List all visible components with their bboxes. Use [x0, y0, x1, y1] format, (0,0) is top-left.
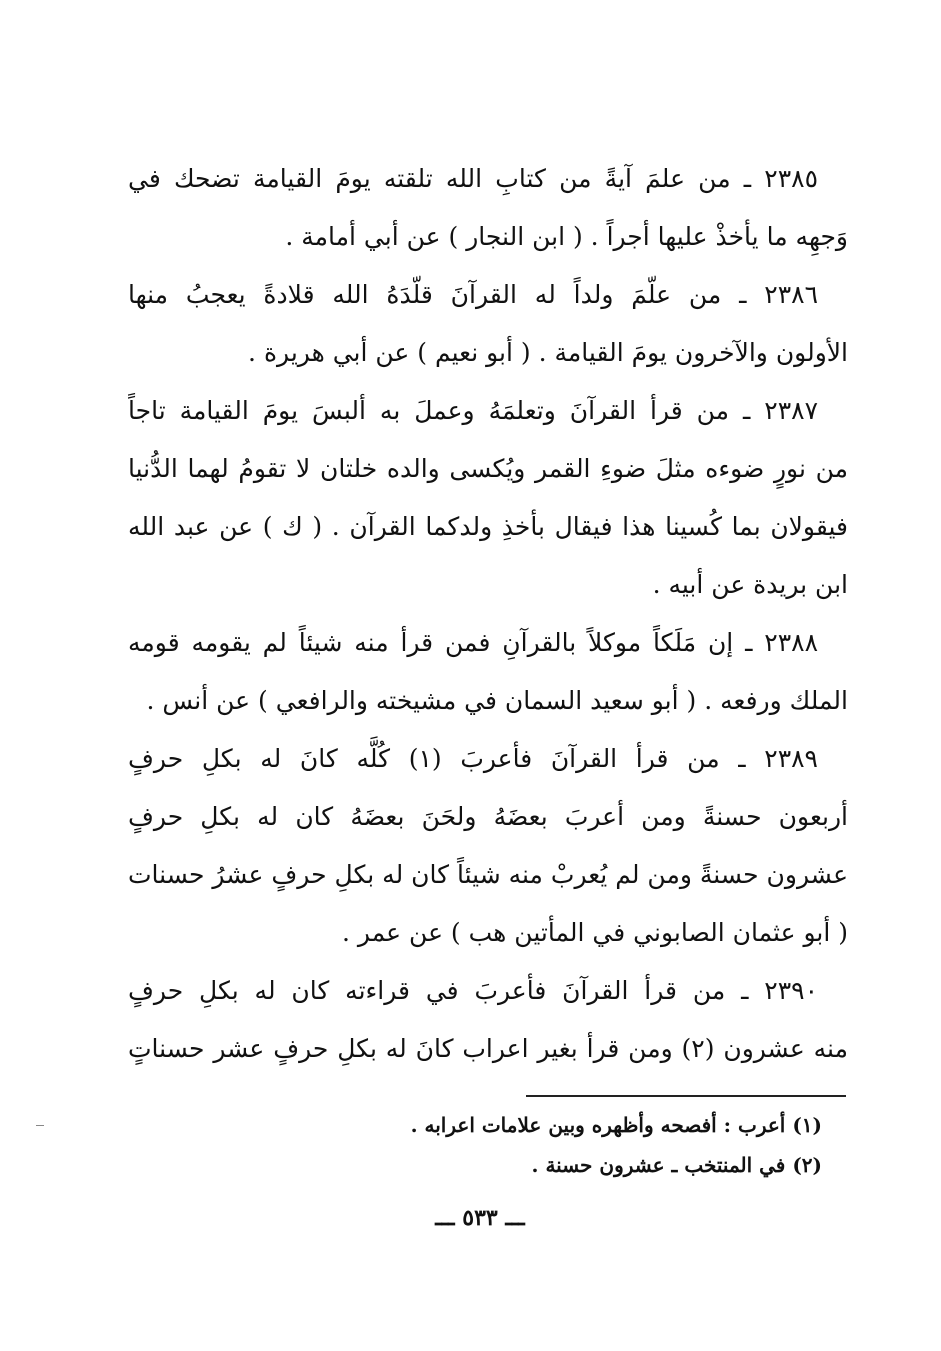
hadith-text-block [128, 150, 848, 1078]
text-line: الأولون والآخرون يومَ القيامة . ( أبو نعيم ) عن أبي هريرة . [248, 338, 848, 367]
footnote: (٢) في المنتخب ـ عشرون حسنة . [531, 1153, 822, 1177]
text-line: ٢٣٨٩ ـ من قرأ القرآنَ فأعربَ (١) كُلَّه كانَ له بكلِ حرفٍ [128, 744, 818, 773]
page-number: ـــ ٥٣٣ ـــ [435, 1205, 525, 1231]
text-line: ٢٣٨٦ ـ من علّمَ ولداً له القرآنَ قلّدَهُ الله قلادةً يعجبُ منها [128, 280, 818, 309]
margin-mark [36, 1125, 44, 1126]
text-line: فيقولان بما كُسينا هذا فيقال بأخذِ ولدكما القرآن . ( ك ) عن عبد الله [128, 512, 848, 541]
text-line: ٢٣٨٨ ـ إن مَلَكاً موكلاً بالقرآنِ فمن قرأ منه شيئاً لم يقومه قومه [128, 628, 818, 657]
footnote: (١) أعرب : أفصحه وأظهره وبين علامات اعرابه . [410, 1113, 822, 1137]
text-line: ( أبو عثمان الصابوني في المأتين هب ) عن عمر . [342, 918, 848, 947]
text-line: وَجهِه ما يأخذْ عليها أجراً . ( ابن النجار ) عن أبي أمامة . [285, 222, 848, 251]
text-line: من نورٍ ضوءه مثلَ ضوءِ القمر ويُكسى والده خلتان لا تقومُ لهما الدُّنيا [128, 454, 848, 483]
text-line: ٢٣٨٧ ـ من قرأ القرآنَ وتعلمَهُ وعملَ به ألبسَ يومَ القيامة تاجاً [128, 396, 818, 425]
text-line: الملك ورفعه . ( أبو سعيد السمان في مشيخته والرافعي ) عن أنس . [146, 686, 848, 715]
text-line: عشرون حسنةً ومن لم يُعربْ منه شيئاً كان له بكلِ حرفٍ عشرُ حسنات [128, 860, 848, 889]
text-line: ٢٣٩٠ ـ من قرأ القرآنَ فأعربَ في قراءته كان له بكلِ حرفٍ [128, 976, 818, 1005]
text-line: ٢٣٨٥ ـ من علمَ آيةً من كتابِ الله تلقته يومَ القيامة تضحك في [128, 164, 818, 193]
text-line: منه عشرون (٢) ومن قرأ بغير اعراب كانَ له بكلِ حرفٍ عشر حسناتٍ [128, 1034, 848, 1063]
text-line: ابن بريدة عن أبيه . [652, 570, 848, 599]
text-line: أربعون حسنةً ومن أعربَ بعضَهُ ولحَنَ بعضَهُ كان له بكلِ حرفٍ [128, 802, 848, 831]
footnotes-block [300, 1105, 822, 1185]
footnote-separator-rule [526, 1095, 846, 1097]
